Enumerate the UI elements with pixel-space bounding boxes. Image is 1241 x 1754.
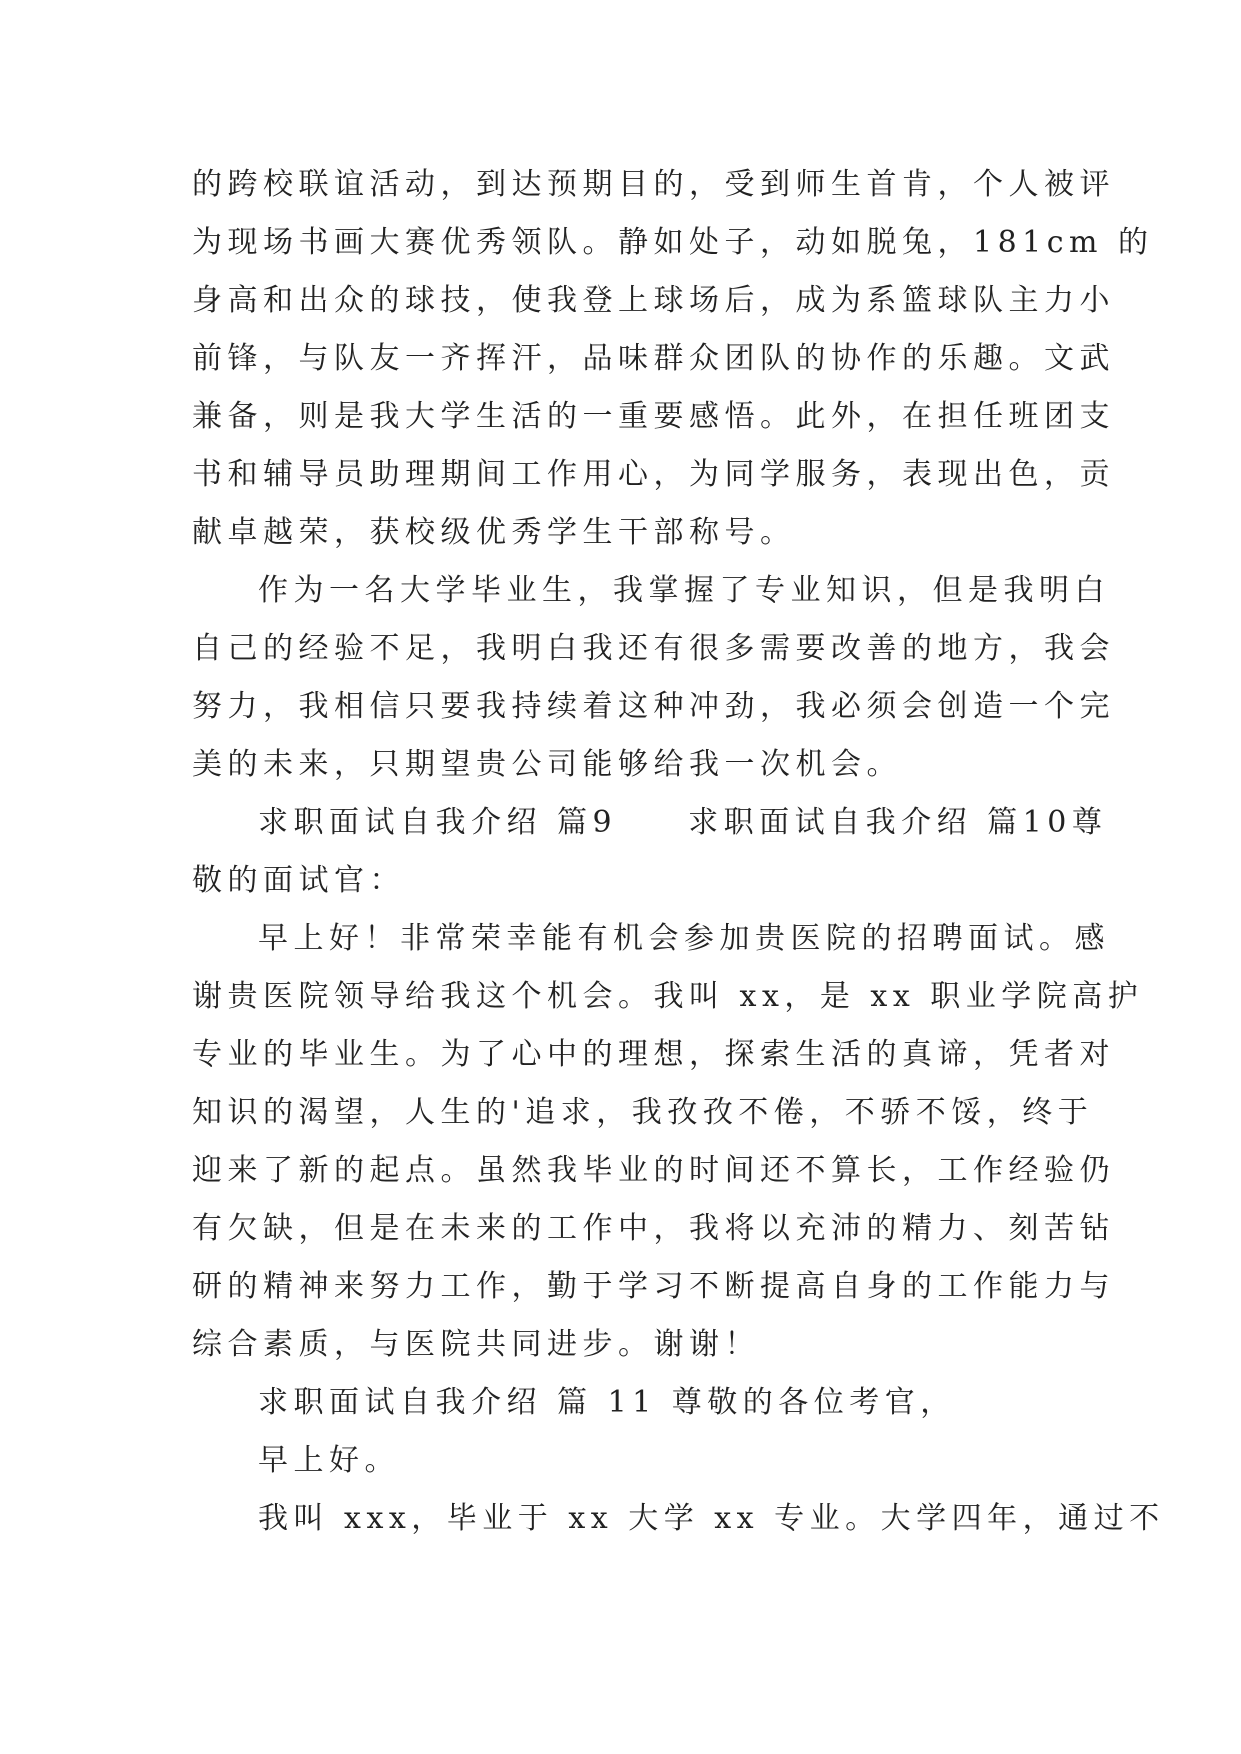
text-line: 敬的面试官： bbox=[192, 863, 405, 898]
text-line: 专业的毕业生。为了心中的理想，探索生活的真谛，凭者对 bbox=[192, 1037, 1115, 1072]
text-line: 努力，我相信只要我持续着这种冲劲，我必须会创造一个完 bbox=[192, 689, 1115, 724]
text-line: 谢贵医院领导给我这个机会。我叫 xx，是 xx 职业学院高护 bbox=[192, 979, 1144, 1014]
text-line: 求职面试自我介绍 篇 11 尊敬的各位考官， bbox=[258, 1385, 956, 1420]
text-line: 我叫 xxx，毕业于 xx 大学 xx 专业。大学四年，通过不 bbox=[258, 1501, 1165, 1536]
text-line: 为现场书画大赛优秀领队。静如处子，动如脱兔，181cm 的 bbox=[192, 225, 1154, 260]
text-line: 研的精神来努力工作，勤于学习不断提高自身的工作能力与 bbox=[192, 1269, 1115, 1304]
text-line: 献卓越荣，获校级优秀学生干部称号。 bbox=[192, 515, 796, 550]
text-line: 有欠缺，但是在未来的工作中，我将以充沛的精力、刻苦钻 bbox=[192, 1211, 1115, 1246]
text-line: 的跨校联谊活动，到达预期目的，受到师生首肯，个人被评 bbox=[192, 167, 1115, 202]
text-line: 书和辅导员助理期间工作用心，为同学服务，表现出色，贡 bbox=[192, 457, 1115, 492]
text-line: 自己的经验不足，我明白我还有很多需要改善的地方，我会 bbox=[192, 631, 1115, 666]
text-line: 综合素质，与医院共同进步。谢谢！ bbox=[192, 1327, 760, 1362]
body-text bbox=[192, 156, 1165, 1548]
text-line: 早上好。 bbox=[258, 1443, 400, 1478]
text-line: 早上好！非常荣幸能有机会参加贵医院的招聘面试。感 bbox=[258, 921, 1110, 956]
text-line: 求职面试自我介绍 篇9 求职面试自我介绍 篇10尊 bbox=[258, 805, 1108, 840]
text-line: 前锋，与队友一齐挥汗，品味群众团队的协作的乐趣。文武 bbox=[192, 341, 1115, 376]
text-line: 作为一名大学毕业生，我掌握了专业知识，但是我明白 bbox=[258, 573, 1110, 608]
text-line: 兼备，则是我大学生活的一重要感悟。此外，在担任班团支 bbox=[192, 399, 1115, 434]
text-line: 美的未来，只期望贵公司能够给我一次机会。 bbox=[192, 747, 902, 782]
text-line: 迎来了新的起点。虽然我毕业的时间还不算长，工作经验仍 bbox=[192, 1153, 1115, 1188]
text-line: 知识的渴望，人生的'追求，我孜孜不倦，不骄不馁，终于 bbox=[192, 1095, 1094, 1130]
text-line: 身高和出众的球技，使我登上球场后，成为系篮球队主力小 bbox=[192, 283, 1115, 318]
